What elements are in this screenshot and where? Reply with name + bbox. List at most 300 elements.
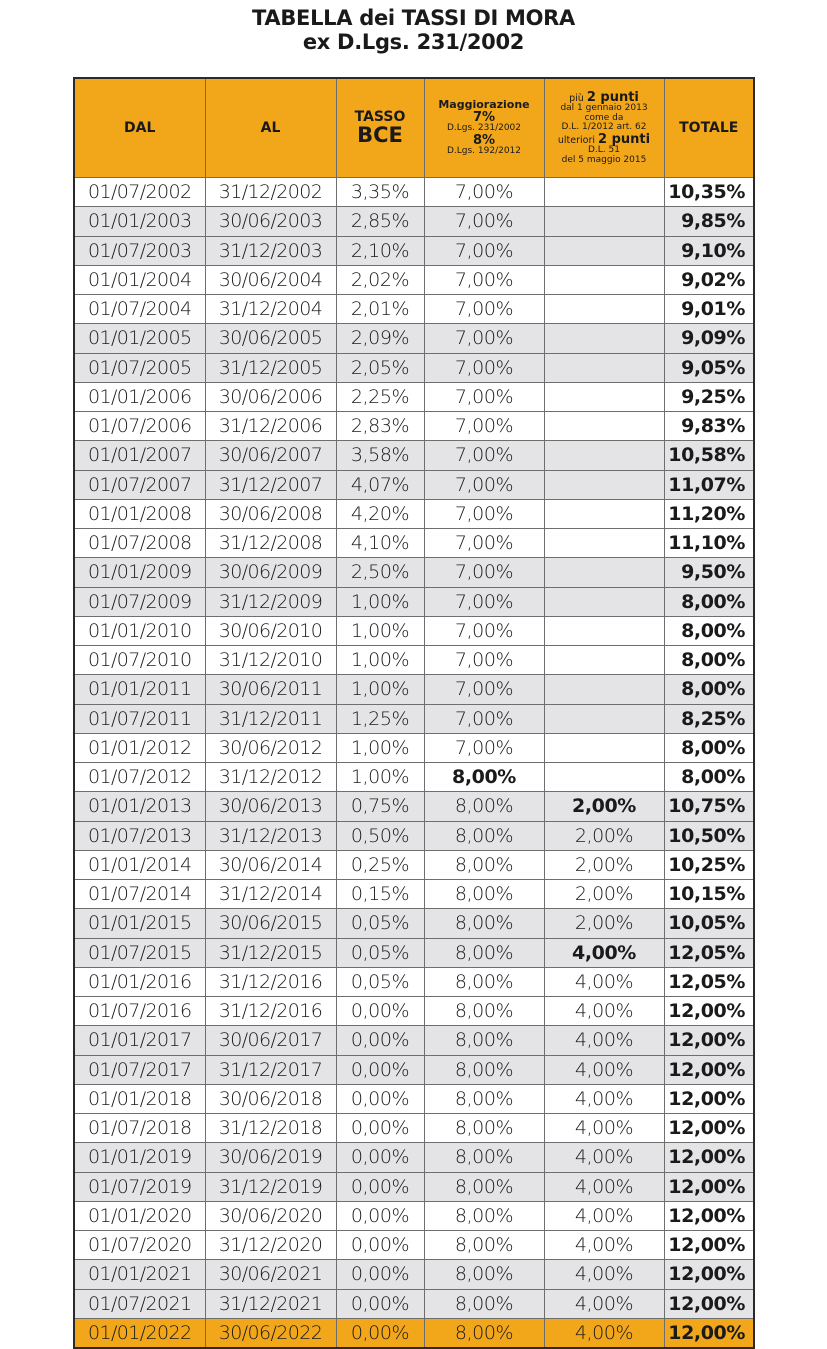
cell-piu-punti <box>544 178 664 207</box>
cell-tasso-bce: 1,25% <box>336 704 424 733</box>
cell-tasso-bce: 2,01% <box>336 295 424 324</box>
cell-tasso-bce: 0,00% <box>336 1260 424 1289</box>
cell-totale: 11,10% <box>664 529 754 558</box>
rates-table <box>73 77 755 1349</box>
cell-dal: 01/01/2009 <box>74 558 205 587</box>
cell-al: 31/12/2016 <box>205 967 336 996</box>
table-row <box>74 646 754 675</box>
cell-al: 30/06/2004 <box>205 265 336 294</box>
cell-al: 31/12/2013 <box>205 821 336 850</box>
cell-piu-punti: 4,00% <box>544 1289 664 1318</box>
cell-piu-punti <box>544 616 664 645</box>
cell-tasso-bce: 0,05% <box>336 909 424 938</box>
cell-totale: 12,00% <box>664 1201 754 1230</box>
cell-maggiorazione: 7,00% <box>424 587 544 616</box>
table-header <box>74 78 754 178</box>
cell-al: 30/06/2015 <box>205 909 336 938</box>
cell-dal: 01/07/2021 <box>74 1289 205 1318</box>
cell-piu-punti: 4,00% <box>544 1172 664 1201</box>
cell-maggiorazione: 7,00% <box>424 412 544 441</box>
header-mag-pct1: 7% <box>472 109 496 125</box>
cell-maggiorazione: 8,00% <box>424 1026 544 1055</box>
cell-al: 31/12/2011 <box>205 704 336 733</box>
table-row <box>74 1172 754 1201</box>
table-row <box>74 733 754 762</box>
cell-maggiorazione: 7,00% <box>424 382 544 411</box>
cell-al: 30/06/2006 <box>205 382 336 411</box>
cell-dal: 01/01/2017 <box>74 1026 205 1055</box>
header-totale: TOTALE <box>664 78 754 178</box>
header-bce-label: BCE <box>357 123 403 148</box>
cell-tasso-bce: 1,00% <box>336 587 424 616</box>
table-row <box>74 412 754 441</box>
cell-tasso-bce: 3,35% <box>336 178 424 207</box>
cell-tasso-bce: 2,85% <box>336 207 424 236</box>
cell-piu-punti <box>544 353 664 382</box>
cell-maggiorazione: 8,00% <box>424 1084 544 1113</box>
cell-totale: 12,00% <box>664 1318 754 1348</box>
cell-dal: 01/01/2007 <box>74 441 205 470</box>
cell-totale: 8,00% <box>664 763 754 792</box>
header-piu-dl51: D.L. 51 <box>588 145 620 156</box>
cell-dal: 01/01/2003 <box>74 207 205 236</box>
cell-tasso-bce: 0,00% <box>336 1055 424 1084</box>
cell-dal: 01/07/2016 <box>74 997 205 1026</box>
cell-piu-punti: 4,00% <box>544 1318 664 1348</box>
cell-maggiorazione: 8,00% <box>424 821 544 850</box>
cell-maggiorazione: 7,00% <box>424 265 544 294</box>
cell-totale: 8,00% <box>664 616 754 645</box>
cell-al: 31/12/2007 <box>205 470 336 499</box>
cell-totale: 9,10% <box>664 236 754 265</box>
cell-maggiorazione: 7,00% <box>424 207 544 236</box>
cell-al: 31/12/2021 <box>205 1289 336 1318</box>
cell-piu-punti <box>544 207 664 236</box>
cell-dal: 01/07/2003 <box>74 236 205 265</box>
cell-al: 31/12/2015 <box>205 938 336 967</box>
cell-al: 31/12/2014 <box>205 880 336 909</box>
cell-piu-punti <box>544 499 664 528</box>
table-row <box>74 1201 754 1230</box>
table-row <box>74 1143 754 1172</box>
cell-dal: 01/01/2015 <box>74 909 205 938</box>
table-row <box>74 997 754 1026</box>
table-row <box>74 265 754 294</box>
cell-al: 31/12/2012 <box>205 763 336 792</box>
cell-al: 31/12/2002 <box>205 178 336 207</box>
cell-piu-punti <box>544 382 664 411</box>
table-row <box>74 675 754 704</box>
cell-al: 30/06/2012 <box>205 733 336 762</box>
cell-totale: 12,00% <box>664 1084 754 1113</box>
cell-maggiorazione: 8,00% <box>424 967 544 996</box>
page-title <box>0 6 827 54</box>
cell-piu-punti <box>544 529 664 558</box>
cell-dal: 01/01/2016 <box>74 967 205 996</box>
cell-dal: 01/07/2013 <box>74 821 205 850</box>
table-row <box>74 529 754 558</box>
cell-piu-punti: 4,00% <box>544 997 664 1026</box>
cell-dal: 01/01/2004 <box>74 265 205 294</box>
cell-piu-punti: 4,00% <box>544 1026 664 1055</box>
cell-totale: 8,00% <box>664 587 754 616</box>
cell-maggiorazione: 8,00% <box>424 1260 544 1289</box>
table-row <box>74 382 754 411</box>
header-piu-come-da: come da <box>584 112 624 123</box>
cell-maggiorazione: 8,00% <box>424 1114 544 1143</box>
cell-al: 31/12/2004 <box>205 295 336 324</box>
cell-maggiorazione: 8,00% <box>424 909 544 938</box>
cell-dal: 01/07/2011 <box>74 704 205 733</box>
cell-maggiorazione: 8,00% <box>424 1231 544 1260</box>
cell-al: 30/06/2013 <box>205 792 336 821</box>
cell-tasso-bce: 4,20% <box>336 499 424 528</box>
cell-al: 30/06/2022 <box>205 1318 336 1348</box>
cell-dal: 01/01/2014 <box>74 850 205 879</box>
cell-al: 30/06/2019 <box>205 1143 336 1172</box>
cell-maggiorazione: 8,00% <box>424 1055 544 1084</box>
cell-piu-punti <box>544 265 664 294</box>
cell-totale: 12,00% <box>664 1055 754 1084</box>
cell-dal: 01/07/2015 <box>74 938 205 967</box>
table-row <box>74 704 754 733</box>
cell-tasso-bce: 2,25% <box>336 382 424 411</box>
cell-al: 30/06/2021 <box>205 1260 336 1289</box>
cell-piu-punti: 4,00% <box>544 1201 664 1230</box>
cell-tasso-bce: 0,00% <box>336 1172 424 1201</box>
cell-al: 30/06/2014 <box>205 850 336 879</box>
cell-totale: 12,00% <box>664 1260 754 1289</box>
cell-totale: 8,25% <box>664 704 754 733</box>
cell-dal: 01/07/2007 <box>74 470 205 499</box>
header-piu-punti <box>544 78 664 178</box>
header-piu-2punti-b: 2 punti <box>598 131 651 147</box>
cell-totale: 9,83% <box>664 412 754 441</box>
cell-tasso-bce: 2,09% <box>336 324 424 353</box>
cell-totale: 11,07% <box>664 470 754 499</box>
cell-maggiorazione: 7,00% <box>424 733 544 762</box>
header-mag-pct2: 8% <box>472 132 496 148</box>
cell-piu-punti: 2,00% <box>544 821 664 850</box>
cell-totale: 10,58% <box>664 441 754 470</box>
table-row <box>74 558 754 587</box>
cell-al: 31/12/2018 <box>205 1114 336 1143</box>
cell-piu-punti: 4,00% <box>544 1055 664 1084</box>
cell-dal: 01/07/2004 <box>74 295 205 324</box>
cell-al: 30/06/2011 <box>205 675 336 704</box>
table-row <box>74 1055 754 1084</box>
cell-totale: 9,01% <box>664 295 754 324</box>
cell-al: 31/12/2006 <box>205 412 336 441</box>
cell-maggiorazione: 8,00% <box>424 1318 544 1348</box>
cell-al: 30/06/2018 <box>205 1084 336 1113</box>
cell-maggiorazione: 8,00% <box>424 792 544 821</box>
table-row <box>74 236 754 265</box>
cell-dal: 01/01/2018 <box>74 1084 205 1113</box>
table-row <box>74 1289 754 1318</box>
header-tasso-label: TASSO <box>354 108 406 125</box>
cell-maggiorazione: 8,00% <box>424 1289 544 1318</box>
cell-totale: 9,85% <box>664 207 754 236</box>
cell-al: 31/12/2010 <box>205 646 336 675</box>
cell-al: 30/06/2007 <box>205 441 336 470</box>
cell-dal: 01/07/2009 <box>74 587 205 616</box>
cell-totale: 9,50% <box>664 558 754 587</box>
cell-totale: 11,20% <box>664 499 754 528</box>
cell-tasso-bce: 3,58% <box>336 441 424 470</box>
cell-totale: 12,00% <box>664 1143 754 1172</box>
cell-maggiorazione: 7,00% <box>424 675 544 704</box>
header-al: AL <box>205 78 336 178</box>
table-row <box>74 470 754 499</box>
cell-piu-punti: 4,00% <box>544 1231 664 1260</box>
table-row <box>74 1318 754 1348</box>
cell-totale: 8,00% <box>664 646 754 675</box>
cell-tasso-bce: 0,00% <box>336 997 424 1026</box>
cell-dal: 01/07/2020 <box>74 1231 205 1260</box>
table-row <box>74 909 754 938</box>
cell-tasso-bce: 1,00% <box>336 675 424 704</box>
cell-totale: 10,15% <box>664 880 754 909</box>
cell-dal: 01/01/2006 <box>74 382 205 411</box>
cell-maggiorazione: 7,00% <box>424 529 544 558</box>
table-row <box>74 821 754 850</box>
cell-maggiorazione: 7,00% <box>424 616 544 645</box>
cell-piu-punti: 2,00% <box>544 792 664 821</box>
cell-maggiorazione: 7,00% <box>424 441 544 470</box>
cell-piu-punti: 4,00% <box>544 1114 664 1143</box>
cell-al: 30/06/2003 <box>205 207 336 236</box>
table-row <box>74 1026 754 1055</box>
cell-dal: 01/07/2019 <box>74 1172 205 1201</box>
cell-totale: 12,05% <box>664 967 754 996</box>
title-line-1: TABELLA dei TASSI DI MORA <box>251 6 575 30</box>
cell-dal: 01/07/2008 <box>74 529 205 558</box>
header-piu-dl: D.L. 1/2012 art. 62 <box>561 122 647 133</box>
cell-piu-punti <box>544 733 664 762</box>
cell-totale: 9,02% <box>664 265 754 294</box>
cell-totale: 12,00% <box>664 1289 754 1318</box>
header-piu-ulteriori: ulteriori <box>557 134 596 146</box>
header-piu-date: dal 1 gennaio 2013 <box>560 103 648 114</box>
cell-tasso-bce: 0,00% <box>336 1114 424 1143</box>
title-line-2: ex D.Lgs. 231/2002 <box>302 30 525 54</box>
cell-dal: 01/07/2018 <box>74 1114 205 1143</box>
cell-totale: 8,00% <box>664 733 754 762</box>
header-piu-maggio: del 5 maggio 2015 <box>561 154 647 165</box>
cell-tasso-bce: 0,75% <box>336 792 424 821</box>
cell-tasso-bce: 0,00% <box>336 1143 424 1172</box>
cell-al: 30/06/2010 <box>205 616 336 645</box>
table-row <box>74 938 754 967</box>
cell-al: 30/06/2008 <box>205 499 336 528</box>
cell-dal: 01/01/2005 <box>74 324 205 353</box>
cell-tasso-bce: 0,50% <box>336 821 424 850</box>
cell-totale: 12,00% <box>664 997 754 1026</box>
cell-piu-punti: 4,00% <box>544 938 664 967</box>
table-row <box>74 616 754 645</box>
cell-tasso-bce: 1,00% <box>336 616 424 645</box>
cell-maggiorazione: 8,00% <box>424 997 544 1026</box>
cell-dal: 01/01/2012 <box>74 733 205 762</box>
cell-piu-punti: 2,00% <box>544 850 664 879</box>
cell-dal: 01/01/2021 <box>74 1260 205 1289</box>
cell-maggiorazione: 7,00% <box>424 324 544 353</box>
cell-dal: 01/01/2010 <box>74 616 205 645</box>
cell-maggiorazione: 7,00% <box>424 178 544 207</box>
cell-dal: 01/07/2012 <box>74 763 205 792</box>
cell-totale: 8,00% <box>664 675 754 704</box>
cell-maggiorazione: 8,00% <box>424 1201 544 1230</box>
cell-tasso-bce: 0,05% <box>336 967 424 996</box>
cell-dal: 01/07/2017 <box>74 1055 205 1084</box>
cell-tasso-bce: 2,02% <box>336 265 424 294</box>
header-mag-law1: D.Lgs. 231/2002 <box>446 123 522 134</box>
cell-maggiorazione: 8,00% <box>424 763 544 792</box>
cell-tasso-bce: 1,00% <box>336 733 424 762</box>
cell-dal: 01/01/2013 <box>74 792 205 821</box>
table-row <box>74 967 754 996</box>
cell-tasso-bce: 0,00% <box>336 1231 424 1260</box>
cell-piu-punti: 2,00% <box>544 909 664 938</box>
cell-al: 30/06/2020 <box>205 1201 336 1230</box>
table-row <box>74 353 754 382</box>
cell-maggiorazione: 7,00% <box>424 470 544 499</box>
cell-al: 31/12/2009 <box>205 587 336 616</box>
cell-tasso-bce: 0,25% <box>336 850 424 879</box>
cell-maggiorazione: 8,00% <box>424 850 544 879</box>
cell-al: 31/12/2016 <box>205 997 336 1026</box>
cell-totale: 10,50% <box>664 821 754 850</box>
cell-maggiorazione: 8,00% <box>424 1143 544 1172</box>
cell-tasso-bce: 0,00% <box>336 1318 424 1348</box>
cell-piu-punti: 4,00% <box>544 1260 664 1289</box>
cell-totale: 9,25% <box>664 382 754 411</box>
cell-totale: 12,00% <box>664 1172 754 1201</box>
table-row <box>74 763 754 792</box>
cell-totale: 10,25% <box>664 850 754 879</box>
table-row <box>74 792 754 821</box>
cell-tasso-bce: 0,00% <box>336 1026 424 1055</box>
cell-maggiorazione: 7,00% <box>424 646 544 675</box>
table-row <box>74 880 754 909</box>
cell-maggiorazione: 7,00% <box>424 236 544 265</box>
cell-totale: 12,00% <box>664 1026 754 1055</box>
table-row <box>74 850 754 879</box>
header-piu-2punti: 2 punti <box>586 89 639 105</box>
cell-piu-punti <box>544 324 664 353</box>
cell-al: 31/12/2008 <box>205 529 336 558</box>
cell-piu-punti <box>544 704 664 733</box>
cell-piu-punti <box>544 412 664 441</box>
cell-tasso-bce: 0,15% <box>336 880 424 909</box>
cell-piu-punti <box>544 587 664 616</box>
cell-maggiorazione: 7,00% <box>424 558 544 587</box>
table-row <box>74 324 754 353</box>
cell-maggiorazione: 7,00% <box>424 295 544 324</box>
table-row <box>74 1114 754 1143</box>
cell-maggiorazione: 8,00% <box>424 1172 544 1201</box>
header-tasso-bce <box>336 78 424 178</box>
table-row <box>74 1231 754 1260</box>
cell-totale: 10,05% <box>664 909 754 938</box>
header-mag-title: Maggiorazione <box>438 98 530 112</box>
table-body <box>74 178 754 1349</box>
table-row <box>74 295 754 324</box>
cell-tasso-bce: 1,00% <box>336 646 424 675</box>
cell-piu-punti: 2,00% <box>544 880 664 909</box>
cell-totale: 10,75% <box>664 792 754 821</box>
cell-dal: 01/07/2014 <box>74 880 205 909</box>
cell-al: 31/12/2017 <box>205 1055 336 1084</box>
cell-al: 30/06/2009 <box>205 558 336 587</box>
header-piu-word: più <box>569 92 584 104</box>
table-row <box>74 587 754 616</box>
cell-al: 30/06/2005 <box>205 324 336 353</box>
cell-totale: 9,09% <box>664 324 754 353</box>
cell-maggiorazione: 7,00% <box>424 704 544 733</box>
table-row <box>74 178 754 207</box>
table-row <box>74 1260 754 1289</box>
table-row <box>74 441 754 470</box>
cell-piu-punti <box>544 558 664 587</box>
cell-dal: 01/01/2011 <box>74 675 205 704</box>
cell-dal: 01/01/2019 <box>74 1143 205 1172</box>
cell-piu-punti <box>544 295 664 324</box>
cell-tasso-bce: 4,10% <box>336 529 424 558</box>
cell-dal: 01/07/2005 <box>74 353 205 382</box>
cell-piu-punti: 4,00% <box>544 967 664 996</box>
cell-tasso-bce: 2,10% <box>336 236 424 265</box>
cell-totale: 12,00% <box>664 1231 754 1260</box>
cell-tasso-bce: 0,05% <box>336 938 424 967</box>
cell-maggiorazione: 8,00% <box>424 880 544 909</box>
cell-tasso-bce: 0,00% <box>336 1084 424 1113</box>
cell-tasso-bce: 4,07% <box>336 470 424 499</box>
cell-totale: 12,05% <box>664 938 754 967</box>
cell-piu-punti: 4,00% <box>544 1143 664 1172</box>
cell-tasso-bce: 2,05% <box>336 353 424 382</box>
cell-dal: 01/07/2006 <box>74 412 205 441</box>
cell-dal: 01/01/2008 <box>74 499 205 528</box>
cell-tasso-bce: 0,00% <box>336 1201 424 1230</box>
cell-dal: 01/01/2022 <box>74 1318 205 1348</box>
cell-al: 31/12/2020 <box>205 1231 336 1260</box>
cell-piu-punti <box>544 441 664 470</box>
cell-tasso-bce: 0,00% <box>336 1289 424 1318</box>
cell-maggiorazione: 7,00% <box>424 353 544 382</box>
table-row <box>74 499 754 528</box>
cell-dal: 01/07/2002 <box>74 178 205 207</box>
cell-al: 31/12/2005 <box>205 353 336 382</box>
header-dal: DAL <box>74 78 205 178</box>
cell-totale: 10,35% <box>664 178 754 207</box>
header-piu-line1 <box>545 91 664 105</box>
cell-piu-punti <box>544 470 664 499</box>
cell-al: 30/06/2017 <box>205 1026 336 1055</box>
cell-maggiorazione: 8,00% <box>424 938 544 967</box>
table-row <box>74 207 754 236</box>
header-mag-law2: D.Lgs. 192/2012 <box>446 146 522 157</box>
cell-tasso-bce: 1,00% <box>336 763 424 792</box>
cell-al: 31/12/2003 <box>205 236 336 265</box>
cell-piu-punti <box>544 646 664 675</box>
header-piu-line6 <box>545 133 664 147</box>
cell-dal: 01/01/2020 <box>74 1201 205 1230</box>
cell-al: 31/12/2019 <box>205 1172 336 1201</box>
table-row <box>74 1084 754 1113</box>
header-maggiorazione <box>424 78 544 178</box>
